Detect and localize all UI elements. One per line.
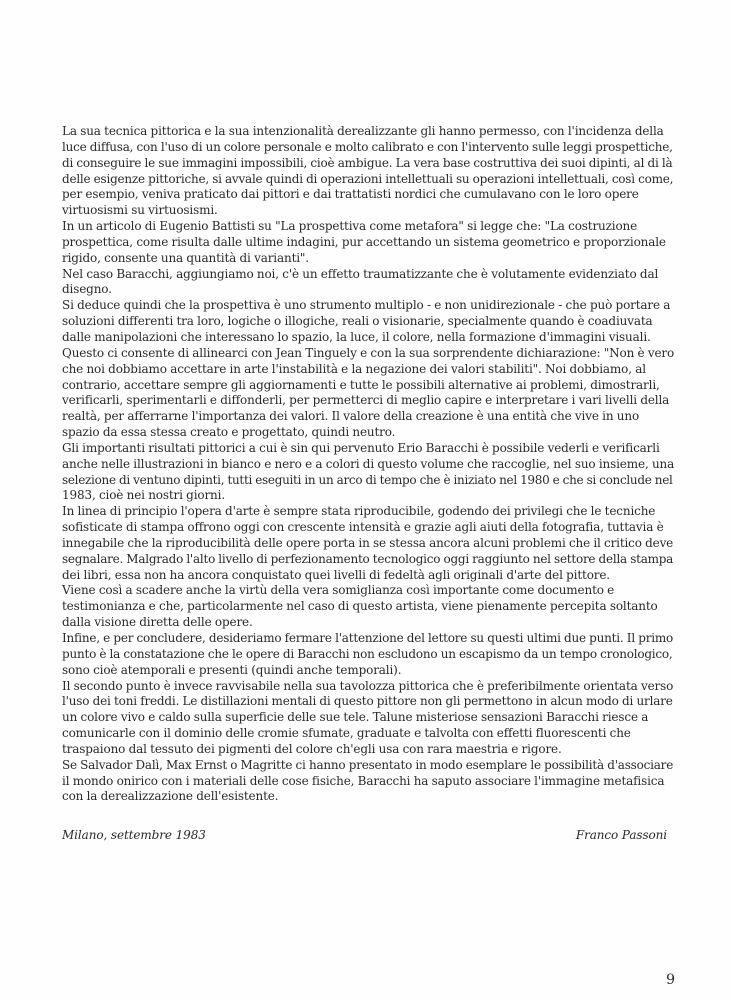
text-line: rigido, consente una quantità di varianti". — [62, 250, 309, 265]
text-line: Si deduce quindi che la prospettiva è uno strumento multiplo - e non unidirezionale - che può portare a — [62, 298, 671, 313]
text-line: comunicarle con il dominio delle cromie sfumate, graduate e talvolta con effetti fluorescenti che — [62, 726, 631, 741]
text-line: dalle manipolazioni che interessano lo spazio, la luce, il colore, nella formazione d'immagini visuali. — [62, 329, 651, 344]
text-line: di conseguire le sue immagini impossibili, cioè ambigue. La vera base costruttiva dei suoi dipinti, al di là — [62, 155, 673, 170]
text-line: anche nelle illustrazioni in bianco e nero e a colori di questo volume che raccoglie, nel suo insieme, una — [62, 456, 675, 471]
text-line: prospettica, come risulta dalle ultime indagini, pur accettando un sistema geometrico e proporzionale — [62, 234, 666, 249]
text-line: Nel caso Baracchi, aggiungiamo noi, c'è un effetto traumatizzante che è volutamente evidenziato dal — [62, 266, 659, 281]
text-line: virtuosismi su virtuosismi. — [62, 203, 218, 218]
text-line: il mondo onirico con i materiali delle cose fisiche, Baracchi ha saputo associare l'immagine metafisica — [62, 773, 665, 788]
text-line: soluzioni differenti tra loro, logiche o illogiche, reali o visionarie, specialmente quando è coadiuvata — [62, 314, 653, 329]
essay-body — [62, 124, 674, 805]
text-line: un colore vivo e caldo sulla superficie delle sue tele. Talune misteriose sensazioni Baracchi riesce a — [62, 710, 649, 725]
text-line: dalla visione diretta delle opere. — [62, 615, 253, 630]
text-line: con la derealizzazione dell'esistente. — [62, 789, 279, 804]
text-line: per esempio, veniva praticato dai pittori e dai trattatisti nordici che cumulavano con le loro opere — [62, 187, 639, 202]
text-line: Se Salvador Dalì, Max Ernst o Magritte ci hanno presentato in modo esemplare le possibilità d'associare — [62, 757, 674, 772]
text-line: Infine, e per concludere, desideriamo fermare l'attenzione del lettore su questi ultimi due punti. Il primo — [62, 631, 674, 645]
text-line: selezione di ventuno dipinti, tutti eseguiti in un arco di tempo che è iniziato nel 1980 e che si conclude nel — [62, 472, 673, 487]
text-line: contrario, accettare sempre gli aggiornamenti e tutte le possibili alternative ai problemi, dimostrarli, — [62, 377, 660, 392]
text-line: spazio da essa stessa creato e progettato, quindi neutro. — [62, 425, 396, 440]
text-line: traspaiono dal tessuto dei pigmenti del colore ch'egli usa con rara maestria e rigore. — [62, 741, 562, 756]
text-line: segnalare. Malgrado l'alto livello di perfezionamento tecnologico oggi raggiunto nel settore della stampa — [62, 551, 674, 566]
author-name: Franco Passoni — [575, 828, 667, 842]
text-line: disegno. — [62, 282, 112, 297]
text-line: innegabile che la riproducibilità delle opere porta in se stessa ancora alcuni problemi che il critico deve — [62, 535, 674, 550]
text-line: che noi dobbiamo accettare in arte l'instabilità e la negazione dei valori stabiliti". Noi dobbiamo, al — [62, 361, 646, 376]
text-line: La sua tecnica pittorica e la sua intenzionalità derealizzante gli hanno permesso, con l'incidenza della — [62, 124, 664, 138]
text-line: In linea di principio l'opera d'arte è sempre stata riproducibile, godendo dei privilegi che le tecniche — [62, 504, 656, 519]
text-line: In un articolo di Eugenio Battisti su "La prospettiva come metafora" si legge che: "La costruzione — [62, 219, 638, 234]
text-line: sono cioè atemporali e presenti (quindi anche temporali). — [62, 662, 402, 677]
page-number: 9 — [666, 972, 675, 988]
text-line: 1983, cioè nei nostri giorni. — [62, 488, 225, 503]
text-line: Viene così a scadere anche la virtù della vera somiglianza così importante come documento e — [62, 583, 615, 598]
text-line: Questo ci consente di allinearci con Jean Tinguely e con la sua sorprendente dichiarazione: "Non è vero — [62, 345, 675, 360]
text-line: testimonianza e che, particolarmente nel caso di questo artista, viene pienamente percepita soltanto — [62, 599, 658, 614]
text-line: luce diffusa, con l'uso di un colore personale e molto calibrato e con l'intervento sulle leggi prospettiche, — [62, 139, 673, 154]
text-line: Gli importanti risultati pittorici a cui è sin qui pervenuto Erio Baracchi è possibile vederli e verificarli — [62, 440, 660, 455]
place-date: Milano, settembre 1983 — [62, 828, 206, 842]
text-line: realtà, per afferrarne l'importanza dei valori. Il valore della creazione è una entità che vive in uno — [62, 409, 640, 424]
text-line: verificarli, sperimentarli e diffonderli, per permetterci di meglio capire e interpretare i vari livelli della — [62, 393, 670, 408]
text-line: sofisticate di stampa offrono oggi con crescente intensità e grazie agli aiuti della fotografia, tuttavia è — [62, 520, 664, 535]
text-line: punto è la constatazione che le opere di Baracchi non escludono un escapismo da un tempo cronologico, — [62, 646, 673, 661]
text-line: Il secondo punto è invece ravvisabile nella sua tavolozza pittorica che è preferibilmente orientata verso — [62, 678, 674, 693]
text-line: delle esigenze pittoriche, si avvale quindi di operazioni intellettuali su operazioni intellettuali, così come, — [62, 171, 674, 186]
text-line: dei libri, essa non ha ancora conquistato quei livelli di fedeltà agli originali d'arte del pittore. — [62, 567, 610, 582]
text-line: l'uso dei toni freddi. Le distillazioni mentali di questo pittore non gli permettono in alcun modo di urlare — [62, 694, 673, 709]
